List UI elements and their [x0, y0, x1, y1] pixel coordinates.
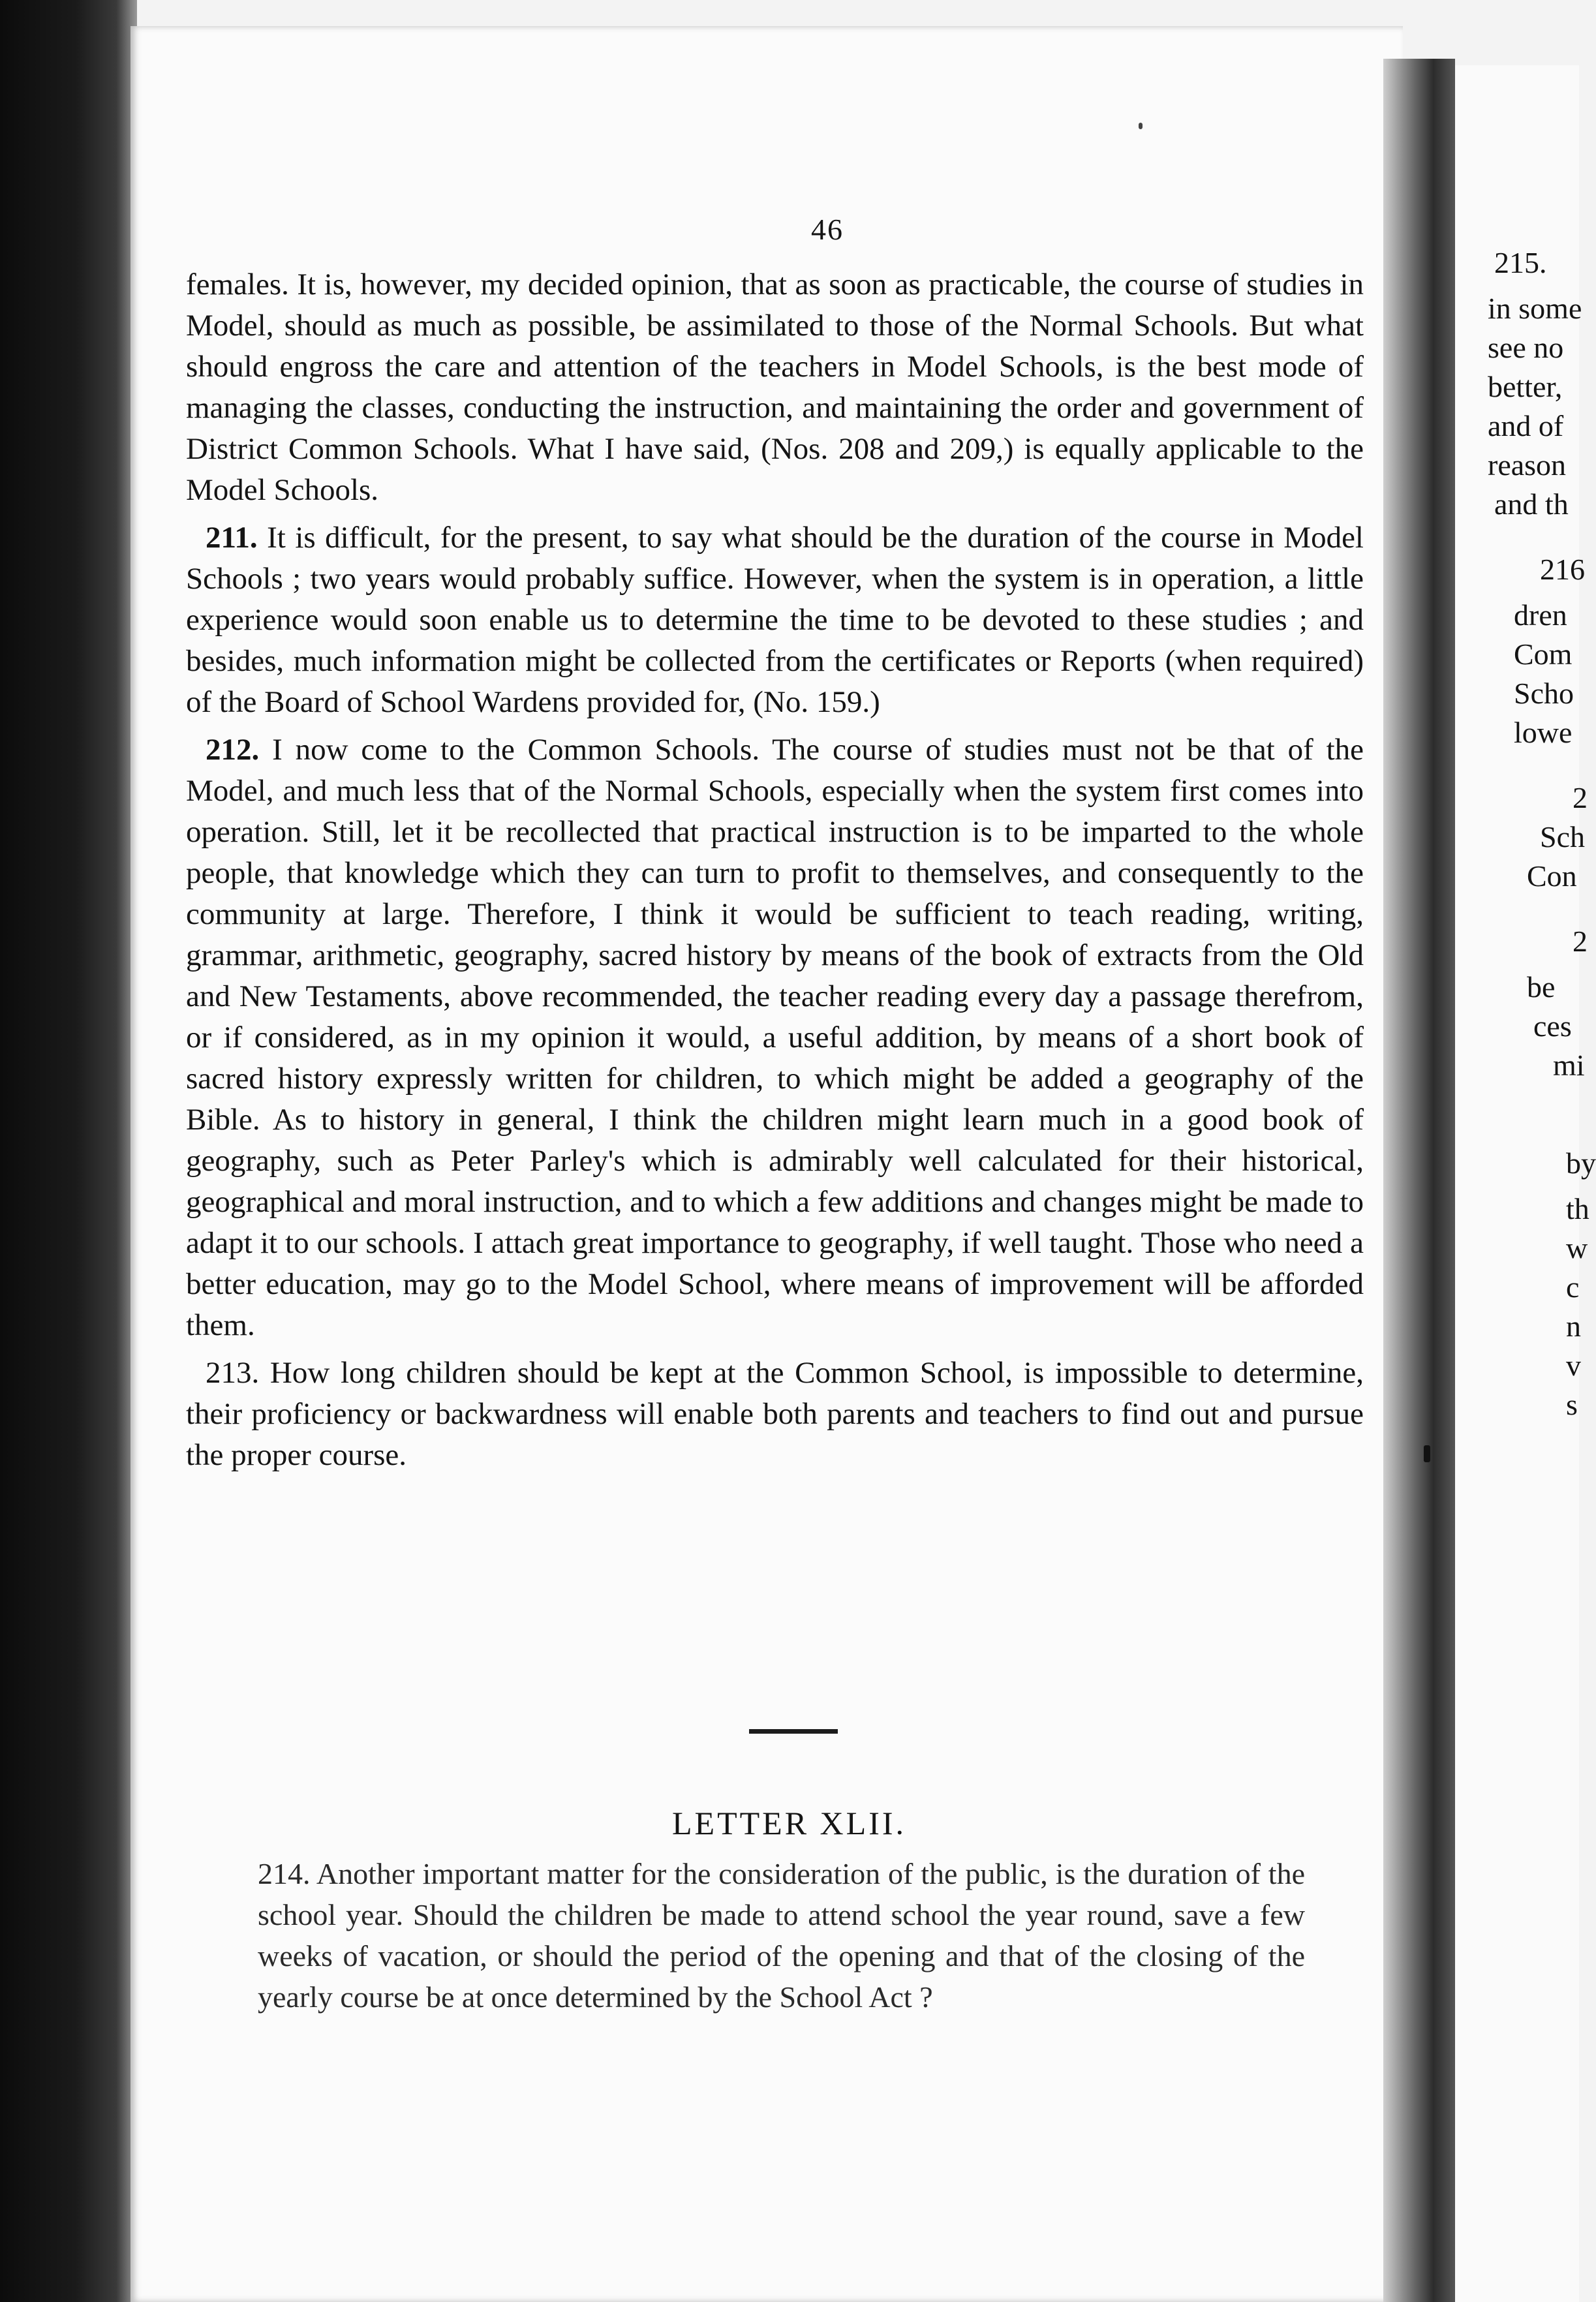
facing-page-fragment: 2 [1573, 925, 1588, 958]
paragraph-212 [186, 729, 1364, 1346]
facing-page-fragment: Scho [1514, 677, 1574, 710]
section-divider [749, 1729, 838, 1734]
paragraph-continuation [186, 264, 1364, 511]
page-number: 46 [811, 213, 844, 246]
paragraph-text: females. It is, however, my decided opinion, that as soon as practicable, the course of studies in Model, should as much as possible, be assimilated to those of the Normal Schools. But what should engross the care and attention of the teachers in Model Schools, is the best mode of managing the classes, conducting the instruction, and maintaining the order and government of District Common Schools. What I have said, (Nos. 208 and 209,) is equally applicable to the Model Schools. [186, 268, 1364, 507]
facing-page-fragment: and of [1488, 409, 1564, 442]
facing-page-fragment: w [1566, 1231, 1588, 1265]
paragraph-number: 213. [206, 1356, 260, 1390]
paragraph-text: Another important matter for the consideration of the public, is the duration of the school year. Should the children be made to attend school the year round, save a few weeks of vacation, or should the period of the opening and that of the closing of the yearly course be at once determined by the School Act ? [258, 1857, 1305, 2014]
facing-page-fragment: Con [1527, 859, 1577, 893]
paragraph-number: 211. [206, 521, 258, 555]
ink-speck [1139, 123, 1143, 129]
book-spine-left [0, 0, 137, 2302]
facing-page-fragment: Sch [1540, 820, 1585, 853]
facing-page-fragment: 215. [1494, 246, 1547, 279]
page-gutter [1383, 59, 1455, 2302]
facing-page-fragment: lowe [1514, 716, 1573, 749]
facing-page-fragment: better, [1488, 370, 1563, 403]
facing-page-fragment: reason [1488, 448, 1567, 482]
facing-page-fragment: be [1527, 970, 1556, 1004]
facing-page-fragment: by [1566, 1146, 1596, 1180]
paragraph-number: 214. [258, 1857, 311, 1890]
facing-page-fragment: th [1566, 1192, 1589, 1225]
facing-page-fragment: s [1566, 1388, 1578, 1421]
paragraph-214 [258, 1853, 1305, 2018]
facing-page-fragment: mi [1553, 1049, 1585, 1082]
facing-page-fragment: and th [1494, 487, 1569, 521]
facing-page-fragment: dren [1514, 598, 1567, 632]
paragraph-text: It is difficult, for the present, to say what should be the duration of the course in Model Schools ; two years would probably suffice. However, when the system is in operation, a little experience would soon enable us to determine the time to be devoted to these studies ; and besides, much information might be collected from the certificates or Reports (when required) of the Board of School Wardens provided for, (No. 159.) [186, 521, 1364, 719]
facing-page-fragment: v [1566, 1349, 1581, 1382]
facing-page-fragment: 2 [1573, 781, 1588, 814]
facing-page-fragment: ces [1533, 1009, 1572, 1043]
paragraph-211 [186, 517, 1364, 723]
paragraph-213 [186, 1353, 1364, 1476]
facing-page [1455, 65, 1596, 2302]
paragraph-text: How long children should be kept at the Common School, is impossible to determine, their proficiency or backwardness will enable both parents and teachers to find out and pursue the proper course. [186, 1356, 1364, 1472]
ink-speck [1424, 1445, 1430, 1462]
facing-page-fragment: Com [1514, 637, 1573, 671]
facing-page-fragment: 216 [1540, 553, 1585, 586]
page-body [186, 264, 1364, 1482]
facing-page-fragment: in some [1488, 292, 1582, 325]
facing-page-fragment: see no [1488, 331, 1564, 364]
letter-heading: LETTER XLII. [672, 1805, 907, 1841]
facing-page-fragment: c [1566, 1270, 1580, 1304]
paragraph-number: 212. [206, 733, 260, 767]
facing-page-fragment: n [1566, 1310, 1581, 1343]
paragraph-text: I now come to the Common Schools. The course of studies must not be that of the Model, and much less that of the Normal Schools, especially when the system first comes into operation. Still, let it be recollected that practical instruction is to be imparted to the whole people, that knowledge which they can turn to profit to themselves, and consequently to the community at large. Therefore, I think it would be sufficient to teach reading, writing, grammar, arithmetic, geography, sacred history by means of the book of extracts from the Old and New Testaments, above recommended, the teacher reading every day a passage therefrom, or if considered, as in my opinion it would, a useful addition, by means of a short book of sacred history expressly written for children, to which might be added a geography of the Bible. As to history in general, I think the children might learn much in a good book of geography, such as Peter Parley's which is admirably well calculated for their historical, geographical and moral instruction, and to which a few additions and changes might be made to adapt it to our schools. I attach great importance to geography, if well taught. Those who need a better education, may go to the Model School, where means of improvement will be afforded them. [186, 733, 1364, 1342]
